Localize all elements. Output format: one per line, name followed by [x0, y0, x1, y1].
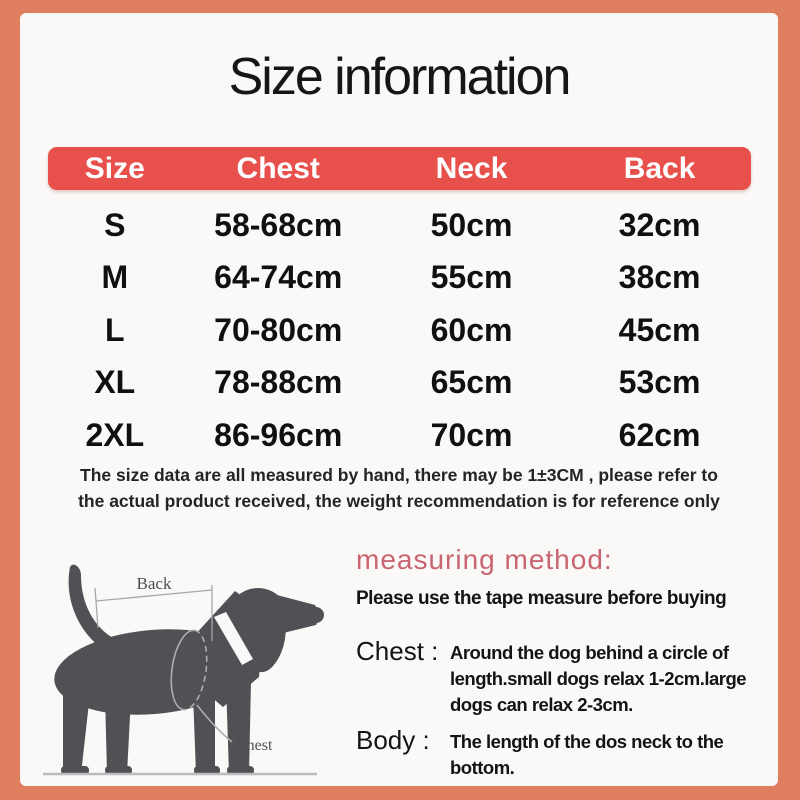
size-cell: XL	[94, 364, 136, 401]
back-cell: 45cm	[618, 311, 701, 348]
chest-cell: 58-68cm	[214, 206, 343, 243]
body-item-text: The length of the dos neck to the bottom.	[450, 731, 724, 778]
page-title: Size information	[228, 48, 570, 106]
size-cell: L	[105, 311, 125, 348]
measure-item-body	[356, 726, 778, 781]
chest-label: Chest	[236, 737, 273, 754]
chest-cell: 64-74cm	[214, 259, 343, 296]
size-cell: 2XL	[85, 416, 145, 453]
neck-cell: 55cm	[430, 259, 513, 296]
neck-cell: 70cm	[430, 416, 513, 453]
dog-measurement-diagram	[25, 545, 355, 786]
size-note-line2: the actual product received, the weight recommendation is for reference only	[78, 490, 720, 511]
chest-item-label: Chest :	[356, 636, 439, 666]
body-item-label: Body :	[356, 725, 430, 755]
size-note	[20, 463, 778, 514]
size-cell: M	[101, 259, 129, 296]
chest-cell: 86-96cm	[214, 416, 343, 453]
dog-silhouette	[51, 565, 324, 775]
measuring-section	[356, 545, 778, 786]
header-cell-back: Back	[623, 151, 696, 185]
table-row	[48, 252, 751, 305]
table-body	[48, 190, 751, 462]
back-cell: 32cm	[618, 206, 701, 243]
measure-item-chest	[356, 637, 778, 718]
measuring-heading: measuring method:	[356, 544, 613, 575]
size-note-line1: The size data are all measured by hand, there may be 1±3CM , please refer to	[80, 465, 718, 485]
neck-cell: 50cm	[430, 206, 513, 243]
table-header-row	[48, 147, 751, 190]
table-row	[48, 304, 751, 357]
chest-cell: 70-80cm	[214, 311, 343, 348]
table-row	[48, 357, 751, 410]
info-panel	[20, 13, 778, 786]
neck-cell: 60cm	[430, 311, 513, 348]
chest-item-text: Around the dog behind a circle of length.small dogs relax 1-2cm.large dogs can relax 2-3cm.	[450, 642, 747, 715]
chest-cell: 78-88cm	[214, 364, 343, 401]
table-row	[48, 409, 751, 462]
header-cell-neck: Neck	[435, 151, 508, 185]
table-row	[48, 199, 751, 252]
back-cell: 62cm	[618, 416, 701, 453]
size-cell: S	[104, 206, 126, 243]
back-cell: 38cm	[618, 259, 701, 296]
header-cell-chest: Chest	[236, 151, 320, 185]
size-table	[48, 147, 751, 462]
back-label: Back	[136, 574, 172, 593]
back-cell: 53cm	[618, 364, 701, 401]
measuring-intro: Please use the tape measure before buying	[356, 588, 727, 609]
header-cell-size: Size	[84, 151, 145, 185]
neck-cell: 65cm	[430, 364, 513, 401]
